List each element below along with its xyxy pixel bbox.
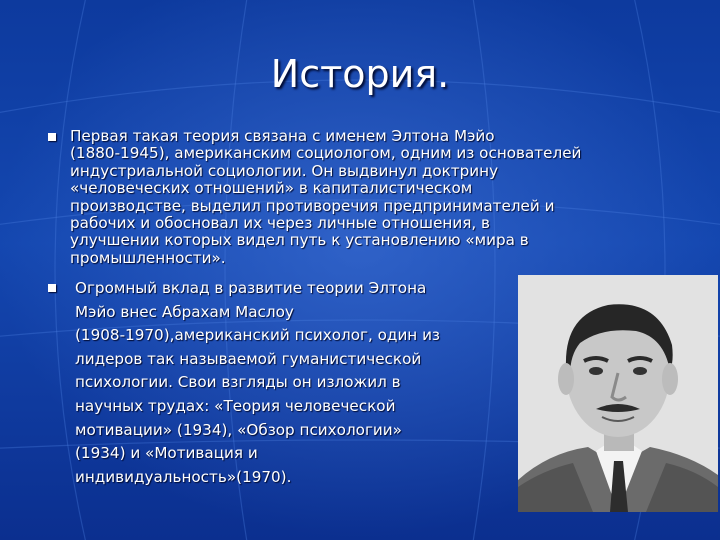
text-line: индустриальной социологии. Он выдвинул доктрину (70, 161, 499, 180)
text-line: Первая такая теория связана с именем Элтона Мэйо (70, 127, 495, 145)
text-line: Мэйо внес Абрахам Маслоу (75, 302, 294, 321)
text-line: индивидуальность»(1970). (75, 467, 292, 486)
bullet-marker (48, 284, 56, 292)
text-line: психологии. Свои взгляды он изложил в (75, 373, 401, 392)
text-line: улучшении которых видел путь к установлению «мира в (70, 231, 529, 250)
text-line: мотивации» (1934), «Обзор психологии» (75, 420, 402, 439)
portrait-photo (518, 275, 718, 512)
portrait-illustration (518, 275, 718, 512)
text-line: (1880-1945), американским социологом, одним из основателей (70, 144, 582, 163)
text-line: промышленности». (70, 248, 226, 267)
text-line: (1908-1970),американский психолог, один из (75, 326, 441, 345)
slide-title: История. (270, 52, 450, 96)
bullet-paragraph-maslow (75, 277, 515, 489)
text-line: лидеров так называемой гуманистической (75, 349, 422, 368)
text-line: научных трудах: «Теория человеческой (75, 396, 396, 415)
text-line: Огромный вклад в развитие теории Элтона (75, 279, 427, 297)
text-line: (1934) и «Мотивация и (75, 444, 258, 463)
bullet-paragraph-mayo (70, 128, 690, 267)
bullet-marker (48, 133, 56, 141)
text-line: «человеческих отношений» в капиталистическом (70, 179, 473, 198)
text-line: рабочих и обосновал их через личные отношения, в (70, 214, 490, 233)
text-line: производстве, выделил противоречия предпринимателей и (70, 196, 555, 215)
